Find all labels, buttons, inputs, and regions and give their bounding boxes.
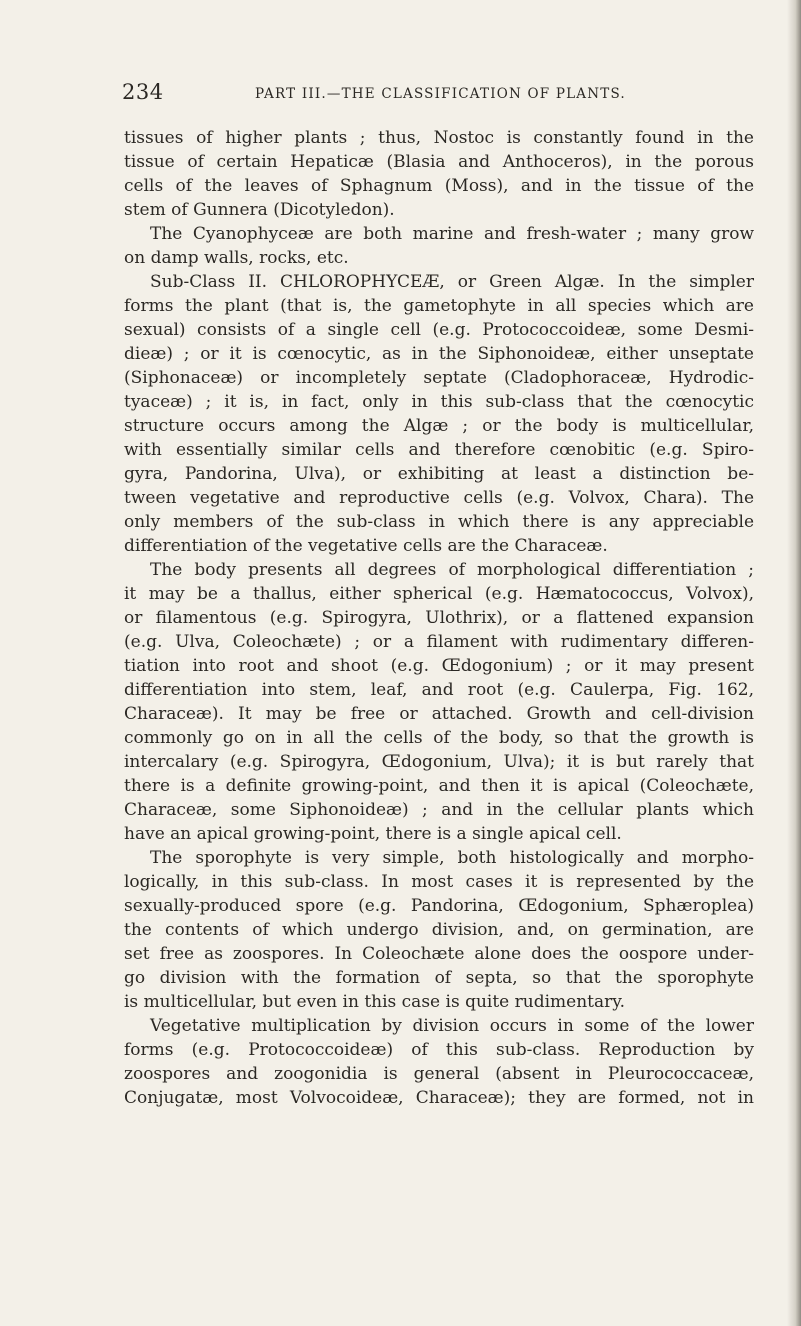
paragraph xyxy=(124,558,754,846)
body-text xyxy=(124,126,754,1110)
paragraph xyxy=(124,270,754,558)
page-edge-shadow xyxy=(787,0,801,1326)
text-line: sexual) consists of a single cell (e.g. Protococcoideæ, some Desmi- xyxy=(124,320,754,340)
text-line: sexually-produced spore (e.g. Pandorina, Œdogonium, Sphæroplea) xyxy=(124,896,754,916)
text-line: The Cyanophyceæ are both marine and fresh-water ; many grow xyxy=(150,224,754,244)
text-line: Sub-Class II. CHLOROPHYCEÆ, or Green Algæ. In the simpler xyxy=(150,272,754,292)
paragraph xyxy=(124,846,754,1014)
text-line: there is a definite growing-point, and then it is apical (Coleochæte, xyxy=(124,776,754,796)
text-line: Characeæ, some Siphonoideæ) ; and in the cellular plants which xyxy=(124,800,754,820)
text-line: differentiation into stem, leaf, and root (e.g. Caulerpa, Fig. 162, xyxy=(124,680,754,700)
text-line: Characeæ). It may be free or attached. Growth and cell-division xyxy=(124,704,754,724)
text-line: Vegetative multiplication by division occurs in some of the lower xyxy=(150,1016,754,1036)
paragraph xyxy=(124,1014,754,1110)
text-line: (e.g. Ulva, Coleochæte) ; or a filament with rudimentary differen- xyxy=(124,632,754,652)
text-line: only members of the sub-class in which there is any appreciable xyxy=(124,512,754,532)
text-line: or filamentous (e.g. Spirogyra, Ulothrix), or a flattened expansion xyxy=(124,608,754,628)
paragraph xyxy=(124,222,754,270)
text-line: the contents of which undergo division, and, on germination, are xyxy=(124,920,754,940)
text-line: tissue of certain Hepaticæ (Blasia and Anthoceros), in the porous xyxy=(124,152,754,172)
text-line: differentiation of the vegetative cells are the Characeæ. xyxy=(124,536,608,556)
text-line: (Siphonaceæ) or incompletely septate (Cladophoraceæ, Hydrodic- xyxy=(124,368,754,388)
text-line: The body presents all degrees of morphological differentiation ; xyxy=(150,560,754,580)
text-line: Conjugatæ, most Volvocoideæ, Characeæ); they are formed, not in xyxy=(124,1088,754,1108)
page-header xyxy=(122,80,642,110)
paragraph xyxy=(124,126,754,222)
text-line: commonly go on in all the cells of the body, so that the growth is xyxy=(124,728,754,748)
text-line: forms the plant (that is, the gametophyte in all species which are xyxy=(124,296,754,316)
page-number: 234 xyxy=(122,80,164,104)
text-line: tissues of higher plants ; thus, Nostoc is constantly found in the xyxy=(124,128,754,148)
text-line: logically, in this sub-class. In most cases it is represented by the xyxy=(124,872,754,892)
text-line: stem of Gunnera (Dicotyledon). xyxy=(124,200,395,220)
text-line: intercalary (e.g. Spirogyra, Œdogonium, Ulva); it is but rarely that xyxy=(124,752,754,772)
text-line: tyaceæ) ; it is, in fact, only in this sub-class that the cœnocytic xyxy=(124,392,754,412)
text-line: dieæ) ; or it is cœnocytic, as in the Siphonoideæ, either unseptate xyxy=(124,344,754,364)
text-line: gyra, Pandorina, Ulva), or exhibiting at least a distinction be- xyxy=(124,464,754,484)
text-line: is multicellular, but even in this case is quite rudimentary. xyxy=(124,992,626,1012)
text-line: The sporophyte is very simple, both histologically and morpho- xyxy=(150,848,754,868)
text-line: structure occurs among the Algæ ; or the body is multicellular, xyxy=(124,416,754,436)
text-line: have an apical growing-point, there is a single apical cell. xyxy=(124,824,622,844)
text-line: go division with the formation of septa, so that the sporophyte xyxy=(124,968,754,988)
text-line: it may be a thallus, either spherical (e.g. Hæmatococcus, Volvox), xyxy=(124,584,754,604)
text-line: zoospores and zoogonidia is general (absent in Pleurococcaceæ, xyxy=(124,1064,754,1084)
text-line: cells of the leaves of Sphagnum (Moss), and in the tissue of the xyxy=(124,176,754,196)
text-line: on damp walls, rocks, etc. xyxy=(124,248,349,268)
text-line: set free as zoospores. In Coleochæte alone does the oospore under- xyxy=(124,944,754,964)
text-line: tween vegetative and reproductive cells (e.g. Volvox, Chara). The xyxy=(124,488,754,508)
text-line: forms (e.g. Protococcoideæ) of this sub-class. Reproduction by xyxy=(124,1040,754,1060)
text-line: with essentially similar cells and therefore cœnobitic (e.g. Spiro- xyxy=(124,440,754,460)
text-line: tiation into root and shoot (e.g. Œdogonium) ; or it may present xyxy=(124,656,754,676)
running-head: PART III.—THE CLASSIFICATION OF PLANTS. xyxy=(255,86,626,102)
